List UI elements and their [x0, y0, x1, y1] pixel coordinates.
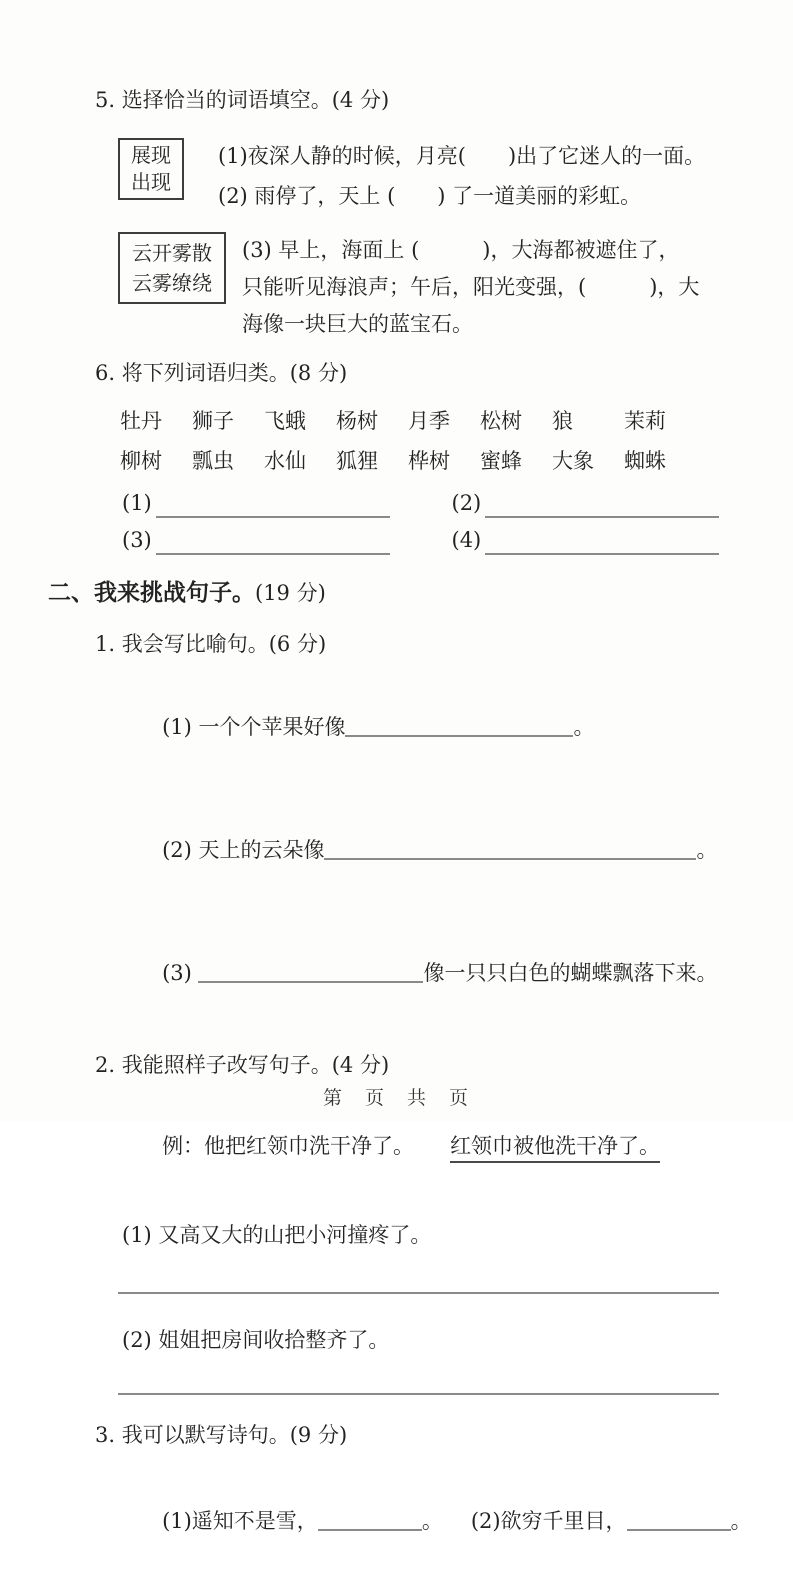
word-choice: 展现 — [131, 143, 171, 167]
blank-label: (1) — [122, 491, 152, 515]
question-5-part-a — [118, 136, 793, 216]
question-line: 海像一块巨大的蓝宝石。 — [242, 312, 473, 336]
classification-blank — [122, 525, 390, 555]
question-5-sentences-b — [226, 232, 699, 343]
classification-blank — [452, 525, 720, 555]
sentence-suffix: 。 — [696, 838, 718, 862]
word-item: 飞蛾 — [264, 409, 306, 433]
word-item: 月季 — [408, 409, 450, 433]
word-list — [120, 401, 793, 481]
question-1-title: 1. 我会写比喻句。(6 分) — [95, 632, 327, 656]
sentence-suffix: 。 — [421, 1509, 443, 1533]
sentence-suffix: 。 — [573, 715, 595, 739]
sentence-prefix: (3) — [162, 961, 199, 985]
answer-blank — [485, 496, 719, 518]
sentence-suffix: 像一只只白色的蝴蝶飘落下来。 — [423, 961, 718, 985]
answer-blank — [156, 533, 390, 555]
classification-blanks-row — [122, 481, 719, 518]
question-5-part-b — [118, 232, 793, 343]
question-line: (2) 姐姐把房间收拾整齐了。 — [122, 1328, 390, 1352]
word-choice-box-2 — [118, 232, 226, 304]
word-item: 蜘蛛 — [624, 449, 666, 473]
word-item: 大象 — [552, 449, 594, 473]
word-choice-box-1 — [118, 138, 184, 200]
question-line: (1) 又高又大的山把小河撞疼了。 — [122, 1223, 432, 1247]
answer-line — [118, 1393, 719, 1395]
example-source: 例：他把红领巾洗干净了。 — [162, 1134, 415, 1158]
blank-label: (2) — [451, 491, 482, 515]
question-3-title: 3. 我可以默写诗句。(9 分) — [95, 1423, 348, 1447]
blank-label: (4) — [451, 528, 482, 552]
sentence-prefix: (1) 一个个苹果好像 — [162, 715, 346, 739]
example-answer: 红领巾被他洗干净了。 — [450, 1134, 660, 1163]
section-two-score: (19 分) — [255, 581, 326, 605]
word-choice: 云雾缭绕 — [132, 271, 212, 295]
word-item: 瓢虫 — [192, 449, 234, 473]
answer-line — [118, 1292, 719, 1294]
blank-label: (3) — [122, 528, 152, 552]
question-line: 只能听见海浪声；午后，阳光变强，( )，大 — [242, 275, 700, 299]
word-item: 茉莉 — [624, 409, 666, 433]
word-list-row — [120, 441, 793, 481]
question-6-title: 6. 将下列词语归类。(8 分) — [95, 361, 348, 385]
answer-blank — [345, 715, 573, 737]
question-line — [122, 912, 793, 1035]
sentence-prefix: (1)遥知不是雪， — [162, 1509, 318, 1533]
word-item: 水仙 — [264, 449, 306, 473]
sentence-suffix: 。 — [730, 1509, 752, 1533]
question-line: (3) 早上，海面上 ( )，大海都被遮住了， — [242, 238, 680, 262]
answer-blank — [485, 533, 719, 555]
page-footer: 第 页 共 页 — [322, 1088, 470, 1109]
sentence-prefix: (2) 天上的云朵像 — [162, 838, 325, 862]
word-item: 松树 — [480, 409, 522, 433]
classification-blanks-row — [122, 518, 719, 555]
question-2-title: 2. 我能照样子改写句子。(4 分) — [95, 1053, 390, 1077]
word-list-row — [120, 401, 793, 441]
classification-blank — [122, 488, 390, 518]
question-5-title: 5. 选择恰当的词语填空。(4 分) — [95, 88, 390, 112]
word-item: 狐狸 — [336, 449, 378, 473]
question-line — [122, 666, 793, 789]
word-item: 牡丹 — [120, 409, 162, 433]
classification-blank — [452, 488, 720, 518]
word-item: 杨树 — [336, 409, 378, 433]
question-5-sentences-a — [184, 136, 705, 216]
answer-blank — [627, 1509, 731, 1531]
answer-blank — [156, 496, 390, 518]
answer-blank — [198, 961, 423, 983]
word-choice: 云开雾散 — [132, 241, 212, 265]
word-item: 狮子 — [192, 409, 234, 433]
question-line: (2) 雨停了，天上 ( ) 了一道美丽的彩虹。 — [218, 184, 642, 208]
word-item: 桦树 — [408, 449, 450, 473]
answer-blank — [318, 1509, 422, 1531]
word-item: 狼 — [552, 409, 573, 433]
section-two-title: 二、我来挑战句子。 — [48, 579, 255, 605]
question-line — [122, 1461, 793, 1581]
word-item: 蜜蜂 — [480, 449, 522, 473]
answer-blank — [324, 838, 696, 860]
section-two-heading — [48, 577, 793, 608]
sentence-prefix: (2)欲穷千里目， — [470, 1509, 627, 1533]
word-choice: 出现 — [131, 170, 171, 194]
question-line: (1)夜深人静的时候，月亮( )出了它迷人的一面。 — [218, 144, 706, 168]
word-item: 柳树 — [120, 449, 162, 473]
question-line — [122, 789, 793, 912]
